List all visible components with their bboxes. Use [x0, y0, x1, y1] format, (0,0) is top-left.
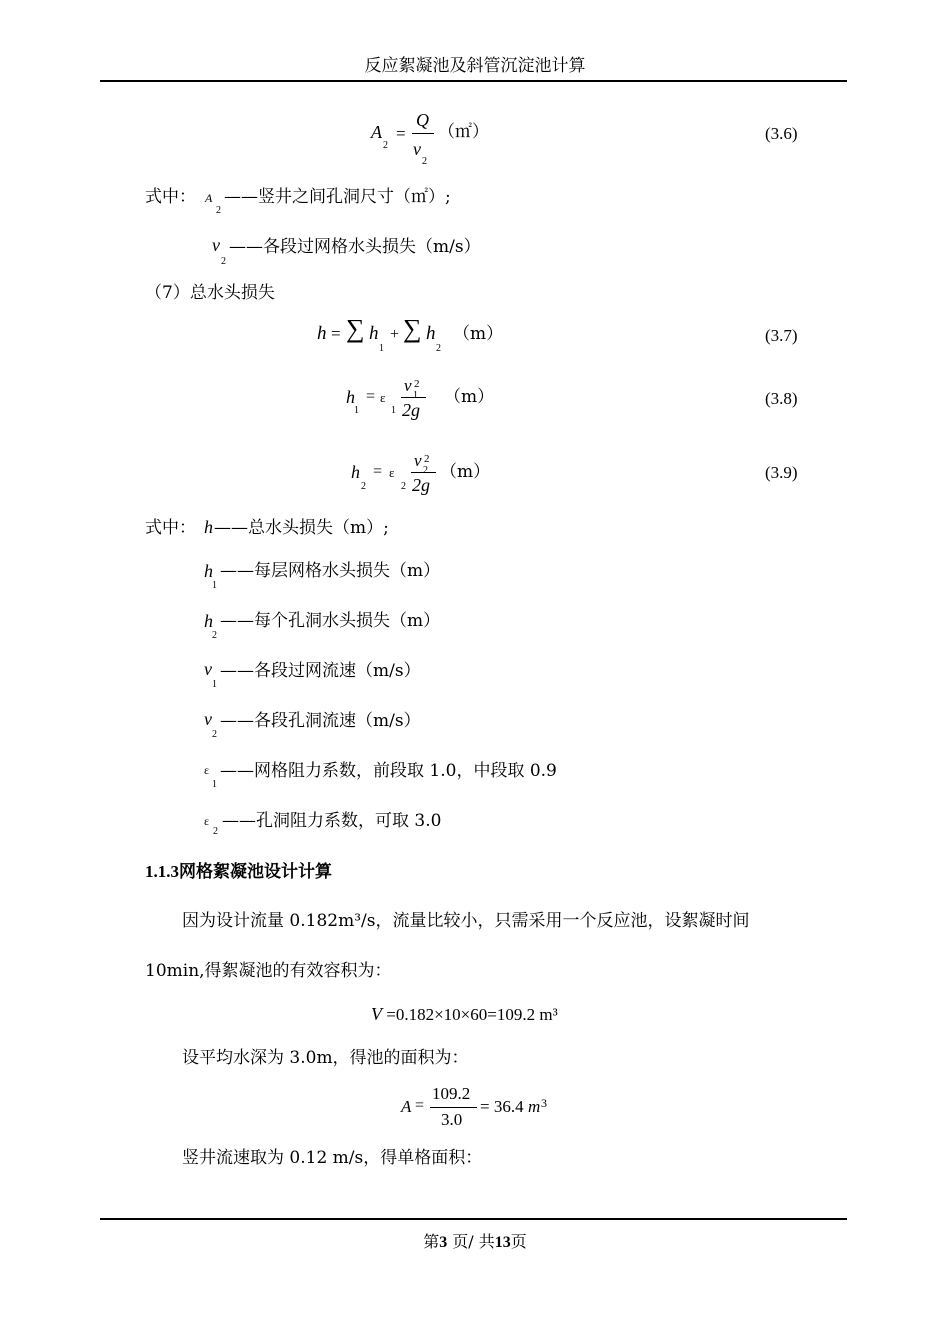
eq37-number: (3.7): [765, 326, 798, 345]
eq38-unit: （m）: [444, 387, 495, 407]
def2-row-symbol: v: [204, 659, 212, 679]
eq39-unit: （m）: [440, 462, 491, 482]
eqA-denominator: 3.0: [441, 1110, 463, 1129]
eq38-num-v: v: [404, 376, 412, 395]
page-header-title: 反应絮凝池及斜管沉淀池计算: [364, 56, 586, 76]
header-rule: [100, 80, 847, 82]
eqV-lhs: V: [371, 1004, 382, 1024]
eq36-unit: （㎡）: [438, 122, 489, 142]
def2-row-sub: 2: [212, 729, 217, 740]
section-heading: [145, 862, 332, 882]
eq38-number: (3.8): [765, 389, 798, 408]
eq37-sum-2: ∑: [403, 314, 422, 343]
def2-row-text: ——每个孔洞水头损失（m）: [220, 611, 441, 631]
eq36-equals: =: [396, 124, 406, 143]
def2-row-sub: 1: [212, 679, 217, 690]
footer-post: 页: [510, 1232, 527, 1251]
eq37-h1: h: [369, 323, 379, 344]
section-number: 1.1.3: [145, 862, 179, 881]
eq39-h-sub: 2: [361, 481, 366, 492]
eq39-num-sub: 2: [423, 465, 428, 476]
def1-A-sub: 2: [216, 205, 221, 216]
def2-row-symbol: h: [204, 517, 213, 537]
def2-row-text: ——网格阻力系数，前段取 1.0，中段取 0.9: [220, 761, 557, 781]
def1-prefix: 式中：: [145, 187, 196, 207]
eq37-sum-1: ∑: [346, 314, 365, 343]
eq38-epsilon: ε: [380, 390, 386, 405]
eq36-numerator: Q: [416, 110, 429, 130]
eq38-epsilon-sub: 1: [391, 405, 396, 416]
def2-row-symbol: h: [204, 611, 213, 631]
eq36-A: A: [371, 122, 382, 142]
def2-row-symbol: ε: [204, 814, 210, 828]
eq36-A-sub: 2: [383, 140, 388, 151]
eq39-num-v: v: [414, 451, 422, 470]
eqA-unit-sup: 3: [541, 1096, 547, 1110]
def2-row-text: ——总水头损失（m）;: [214, 518, 389, 538]
eq37-h: h: [317, 323, 327, 344]
def2-row-symbol: h: [204, 561, 213, 581]
def2-row-symbol: ε: [204, 763, 210, 777]
eq36-den-sub: 2: [422, 156, 427, 167]
def1-A-symbol: A: [205, 191, 213, 205]
def2-row-sub: 2: [212, 630, 217, 641]
eq39-number: (3.9): [765, 463, 798, 482]
footer-pre: 第: [423, 1232, 440, 1251]
def2-prefix: 式中：: [145, 518, 196, 538]
def2-row-sub: 1: [212, 580, 217, 591]
def2-row-text: ——每层网格水头损失（m）: [220, 561, 441, 581]
eqA-equals: =: [415, 1097, 425, 1114]
eqA-lhs: A: [401, 1097, 412, 1116]
eq37-h2-sub: 2: [436, 343, 441, 354]
eq37-h2: h: [426, 323, 436, 344]
footer-mid: 页/ 共: [447, 1232, 495, 1251]
footer-rule: [100, 1218, 847, 1220]
section-title: 网格絮凝池设计计算: [179, 862, 332, 882]
eq38-num-sub: 1: [413, 390, 418, 401]
def1-v-sub: 2: [221, 256, 226, 267]
eq39-fraction-bar: [411, 472, 436, 473]
eqA-unit: m: [528, 1097, 541, 1116]
eq37-equals: =: [331, 324, 341, 343]
equation-volume: [371, 1004, 558, 1025]
eq38-h-sub: 1: [354, 405, 359, 416]
eq38-h: h: [346, 387, 355, 407]
paragraph-1-line-1: 因为设计流量 0.182m³/s，流量比较小，只需采用一个反应池，设絮凝时间: [182, 911, 750, 931]
eq37-h1-sub: 1: [379, 343, 384, 354]
eqA-fraction-bar: [430, 1107, 477, 1108]
eq38-num-sup: 2: [414, 378, 420, 390]
eq39-denominator: 2g: [412, 475, 430, 495]
def1-v-symbol: v: [212, 235, 220, 255]
eqA-result: = 36.4: [480, 1097, 524, 1116]
def2-row-text: ——各段孔洞流速（m/s）: [220, 711, 421, 731]
paragraph-2: 设平均水深为 3.0m，得池的面积为：: [182, 1048, 469, 1068]
def2-row-sub: 2: [213, 826, 218, 837]
paragraph-1-line-2: 10min,得絮凝池的有效容积为：: [145, 961, 392, 981]
footer-total-pages: 13: [494, 1234, 511, 1251]
page-footer: [0, 1229, 950, 1252]
eq38-denominator: 2g: [402, 400, 420, 420]
def2-row-sub: 1: [212, 779, 217, 790]
eq39-num-sup: 2: [424, 453, 430, 465]
paragraph-3: 竖井流速取为 0.12 m/s，得单格面积：: [182, 1148, 483, 1168]
eq36-number: (3.6): [765, 124, 798, 143]
eq38-equals: =: [366, 388, 376, 405]
def1-A-text: ——竖井之间孔洞尺寸（㎡）;: [224, 187, 451, 207]
eq37-unit: （m）: [453, 324, 504, 344]
item-7-heading: （7）总水头损失: [145, 283, 275, 303]
eq39-epsilon-sub: 2: [401, 481, 406, 492]
def2-row-text: ——各段过网流速（m/s）: [220, 661, 421, 681]
eq39-h: h: [351, 462, 360, 482]
eq38-fraction-bar: [401, 397, 426, 398]
eq39-epsilon: ε: [389, 465, 395, 480]
eqA-numerator: 109.2: [432, 1084, 471, 1103]
eq36-fraction-bar: [412, 133, 434, 134]
def2-row-text: ——孔洞阻力系数，可取 3.0: [222, 811, 442, 831]
def1-v-text: ——各段过网格水头损失（m/s）: [229, 237, 481, 257]
eq39-equals: =: [373, 463, 383, 480]
def2-row-symbol: v: [204, 709, 212, 729]
eq36-denominator: v: [413, 139, 421, 159]
eqV-rhs: =0.182×10×60=109.2 m³: [382, 1005, 558, 1024]
eq37-plus: +: [390, 326, 400, 343]
footer-page-number: 3: [439, 1234, 448, 1251]
